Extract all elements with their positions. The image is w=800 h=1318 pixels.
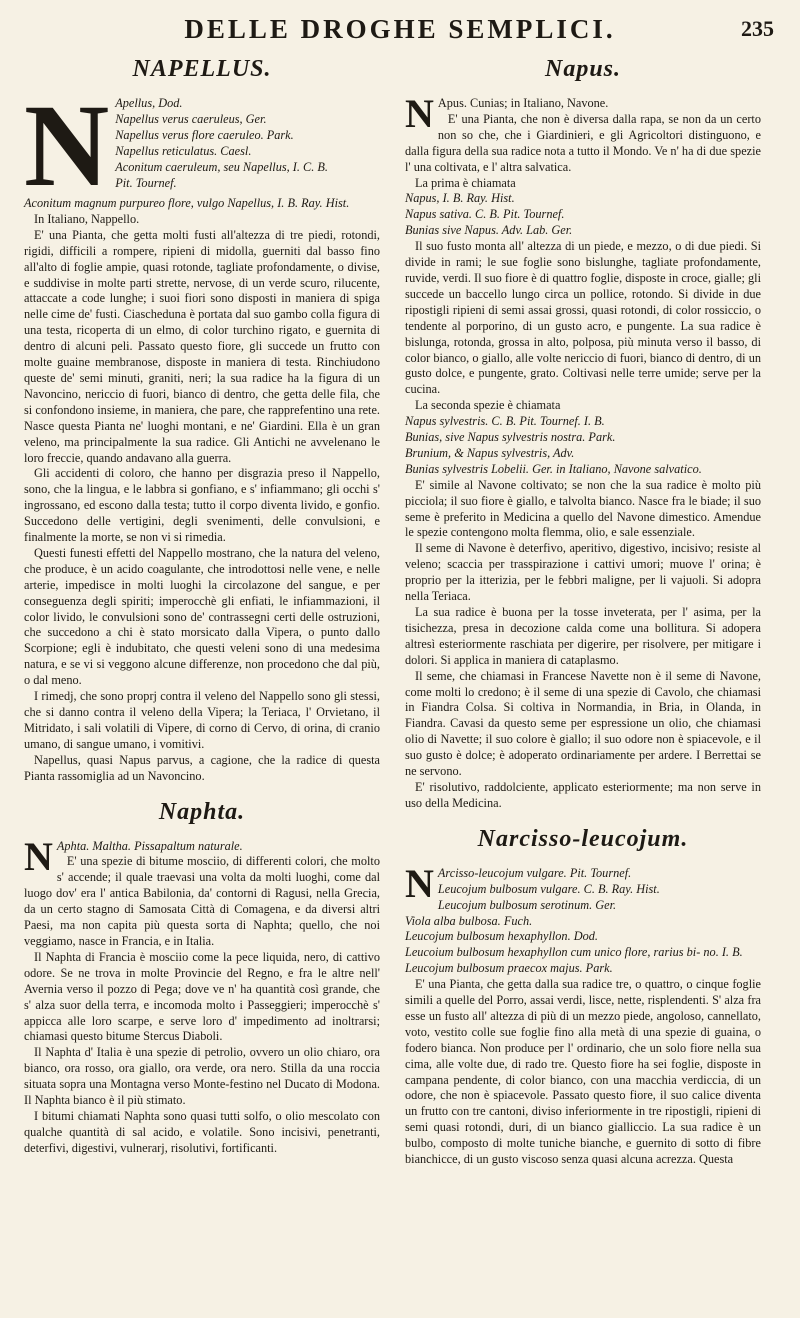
running-head — [0, 14, 800, 48]
paragraph: Il Naphta di Francia è mosciio come la pece liquida, nero, di cattivo odore. Se ne trova in molte Provincie del Regno, e fra le altre nell' Avernia verso il pozzo di Pega; dove ve n' ha quantità così grande, che s' alza suor della terra, e incomoda molto i Passeggieri; imperocchè s' appicca alle loro scarpe, e serve loro d' impedimento ad inoltrarsi; chiamasi questo bitume Stercus Diaboli. — [24, 949, 380, 1044]
synonym-line: Leucojum bulbosum hexaphyllon. Dod. — [405, 929, 598, 944]
dropcap-napus: N — [405, 91, 434, 136]
synonym-line: Leucojum bulbosum serotinum. Ger. — [437, 897, 617, 912]
synonym-line: Napellus reticulatus. Caesl. — [115, 143, 252, 158]
synonym-line: Leucoium bulbosum hexaphyllon cum unico flore, rarius bi- no. I. B. — [405, 945, 743, 960]
synonym-line: Napellus verus caeruleus, Ger. — [115, 111, 267, 126]
dropcap-naphta: N — [24, 833, 53, 879]
paragraph: E' una Pianta, che non è diversa dalla rapa, se non da un certo non so che, che i Giardinieri, e gli Agricoltori distinguono, e dalla figura della sua radice nota a tutto il Mondo. Ve n' ha di due spezie l' una coltivata, e l' altra salvatica. — [405, 111, 761, 174]
synonym-line: Leucojum bulbosum praecox majus. Park. — [405, 961, 613, 976]
synonym-line: Apellus, Dod. — [115, 96, 183, 110]
paragraph: Napellus, quasi Napus parvus, a cagione, che la radice di questa Pianta rassomiglia ad un Navoncino. — [24, 752, 380, 783]
synonym-line: Aconitum magnum purpureo flore, vulgo Napellus, I. B. Ray. Hist. — [24, 196, 350, 210]
paragraph: E' una Pianta, che getta dalla sua radice tre, o quattro, o cinque foglie simili a quelle del Porro, assai verdi, lisce, nette, risplendenti. S' alza fra esse un fusto all' altezza di più di un mezzo piede, angoloso, cannellato, voto, vestito colle sue foglie fino alla metà di una spezie di guaina, o fodero bianca. Non produce per l' ordinario, che un solo fiore nella sua cima, alle volte due, di rado tre. Questo fiore ha sei foglie, disposte in campana pendente, di color bianco, con una macchia verdiccia, di un odore, che non è spiacevole. Passato questo fiore, il suo calice diventa un frutto con tre cantoni, diviso inferiormente in tre ripostigli, ripieni di semi quasi rotondi, duri, di un bianco gialliccio. La sua radice è un bulbo, composto di molte tuniche bianche, e guernito di sotto di fibre bianchicce, di un gusto viscoso senza quasi alcuna acrezza. Questa — [405, 977, 761, 1167]
synonym-line: Pit. Tournef. — [115, 175, 177, 190]
synonym-line: Napus sylvestris. C. B. Pit. Tournef. I. B. — [405, 414, 605, 429]
paragraph: Questi funesti effetti del Nappello mostrano, che la natura del veleno, che produce, è un acido coagulante, che introdottosi nelle vene, e nelle arterie, impedisce in molti luoghi la circolazone del sangue, e per conseguenza degli spiriti; imperocchè gli enfiati, le infiammazioni, il color livido, le convulsioni sono de' contrassegni certi delle ostruzioni, che succedono a chi è stato morsicato dalla Vipera, o punto dallo Scorpione; egli è indubitato, che questi veleni sono di una medesima natura, e se vi si veggono alcune differenze, non procedono che dal più, o dal meno. — [24, 545, 380, 688]
paragraph: Apus. Cunias; in Italiano, Navone. — [437, 96, 609, 110]
paragraph: La sua radice è buona per la tosse inveterata, per l' asima, per la tisichezza, presa in decozione calda come una bollitura. Si adopera altresì esteriormente raschiata per digerire, per risolvere, per mitigare i dolori. Si applica in maniera di cataplasmo. — [405, 605, 761, 667]
synonym-line: Leucojum bulbosum vulgare. C. B. Ray. Hist. — [437, 881, 660, 896]
synonym-line: Napus sativa. C. B. Pit. Tournef. — [405, 207, 565, 222]
synonym-line: Aconitum caeruleum, seu Napellus, I. C. B. — [115, 159, 328, 174]
synonym-line: Arcisso-leucojum vulgare. Pit. Tournef. — [437, 865, 632, 880]
paragraph: La prima è chiamata — [415, 175, 516, 190]
synonym-list-narcisso — [405, 860, 761, 977]
right-column — [405, 52, 761, 1168]
dropcap-narcisso: N — [405, 860, 434, 906]
entry-heading-napus: Napus. — [544, 56, 622, 82]
paragraph: Il suo fusto monta all' altezza di un piede, e mezzo, o di due piedi. Si divide in rami; le sue foglie sono bislunghe, tagliate profondamente, ruvide, verdi. Il suo fiore è di quattro foglie, disposte in croce, gialle; gli succede un baccello lungo circa un pollice, rotondo. Si divide in due ripostigli ripieni di semi assai grossi, quasi rotondi, di color rossiccio, o tendente al porporino, di un gusto acro, e pungente. La sua radice è bislunga, rotonda, grossa in alto, polposa, più minuta verso il basso, di color bianco, o giallo, alle volte nericcio di fuori, bianco di dentro, di un gusto dolce, e pungente, grato. Coltivasi nelle terre umide; serve per la cucina. — [405, 239, 761, 397]
paragraph: In Italiano, Nappello. — [34, 211, 140, 226]
synonym-line: Brunium, & Napus sylvestris, Adv. — [405, 445, 575, 460]
left-column — [24, 52, 380, 1157]
paragraph: La seconda spezie è chiamata — [415, 398, 561, 413]
synonym-line: Napellus verus flore caeruleo. Park. — [115, 127, 294, 142]
synonym-line: Bunias sylvestris Lobelii. Ger. in Italiano, Navone salvatico. — [405, 461, 702, 476]
synonym-line: Bunias sive Napus. Adv. Lab. Ger. — [405, 223, 573, 238]
synonym-line: Viola alba bulbosa. Fuch. — [405, 913, 533, 928]
paragraph: Il seme di Navone è deterfivo, aperitivo, digestivo, incisivo; resiste al veleno; scaccia per trasspirazione i cattivi umori; muove l' orina; è proprio per la itterizia, per le febbri maligne, per li vajuoli. Si adopra nella Teriaca. — [405, 541, 761, 604]
paragraph: Gli accidenti di coloro, che hanno per disgrazia preso il Nappello, sono, che la lingua, e le labbra si gonfiano, e s' infiammano; gli occhi s' ingrossano, ed escono dalla testa; tutto il corpo diventa livido, e gonfio. Succedono delle vertigini, degli svenimenti, delle convulsioni, e finalmente la morte, se non vi si rimedia. — [24, 466, 380, 545]
paragraph: E' risolutivo, raddolciente, applicato esteriormente; ma non serve in uso della Medicina. — [405, 779, 761, 810]
paragraph: Il Naphta d' Italia è una spezie di petrolio, ovvero un olio chiaro, ora bianco, ora rosso, ora giallo, ora verde, ora nero. Stilla da una roccia situata sopra una Montagna verso Monte-festino nel Ducato di Modona. Il Naphta bianco è il più stimato. — [24, 1045, 380, 1108]
paragraph: E' una spezie di bitume mosciio, di differenti colori, che molto s' accende; il quale traevasi una volta da molti luoghi, come dal luogo dov' era l' antica Babilonia, da' contorni di Ragusi, nella Grecia, da un certo stagno di Samosata Città di Comagena, e da diversi altri Paesi, ma non capita più questa sorta di Naphta; quello, che noi veggiamo, nasce in Francia, e in Italia. — [24, 854, 380, 948]
entry-heading-naphta: Naphta. — [158, 798, 246, 825]
paragraph: E' una Pianta, che getta molti fusti all'altezza di tre piedi, rotondi, rigidi, difficili a rompere, ripieni di midolla, guerniti dal basso fino all'alto di foglie ampie, quasi rotonde, tagliate profondamente, o divise, e suddivise in molte parti strette, nervose, di un verde scuro, rilucente, attaccate a code lunghe; i suoi fiori sono disposti in maniera di spiga nelle cime de' fusti. Ciascheduna è portata dal suo gambo colla figura di una testa, ricoperta di un elmo, di color turchino rigato, e guernita di dentro di alcuni peli. Passato questo fiore, gli succede un frutto con molte guaine membranose, disposte in maniera di testa. Rinchiudono queste de' semi minuti, graniti, neri; la sua radice ha la figura di un Navoncino, nericcio di fuori, bianco di dentro, che getta delle fila, che si confondono insieme, in maniera, che pare, che rapprefentino una rete. Nasce questa Pianta ne' luoghi montani, e ne' Giardini. Ella è un gran veleno, ma principalmente la sua radice. Gli Antichi ne avvelenano le loro freccie, quando andavano alla guerra. — [24, 227, 380, 465]
synonym-line: Aphta. Maltha. Pissapaltum naturale. — [56, 838, 243, 853]
running-title: DELLE DROGHE SEMPLICI. — [184, 14, 616, 44]
paragraph: Il seme, che chiamasi in Francese Navette non è il seme di Navone, come molti lo credono; è il seme di una spezie di Cavolo, che chiamasi in Fiandra Colsa. Si coltiva in Normandia, in Bria, in Olanda, in Fiandra. Cavasi da questo seme per espressione un olio, che chiamasi olio di Navette; il suo colore è giallo; il suo odore non è spiacevole, e il suo gusto è dolce; è adoperato ordinariamente per ardere. I Berrettai se ne servono. — [405, 668, 761, 779]
paragraph: I bitumi chiamati Naphta sono quasi tutti solfo, o olio mescolato con qualche quantità di sal acido, e volatile. Sono incisivi, penetranti, deterfivi, digestivi, vulnerarj, risolutivi, fortificanti. — [24, 1108, 380, 1155]
page-number: 235 — [741, 16, 774, 41]
paragraph: I rimedj, che sono proprj contra il veleno del Nappello sono gli stessi, che si danno contra il veleno della Vipera; la Teriaca, l' Orvietano, il Mitridato, i sali volatili di Vipere, di corno di Cervo, di orina, di cranio umano, di sangue umano, i vomitivi. — [24, 689, 380, 751]
entry-heading-narcisso-leucojum: Narcisso-leucojum. — [477, 825, 689, 852]
dropcap-napellus: N — [24, 80, 110, 211]
paragraph: E' simile al Navone coltivato; se non che la sua radice è molto più picciola; il suo fiore è giallo, e talvolta bianco. Nasce fra le biade; il suo seme è preferito in Medicina a quello del Navone dimestico. Amendue le spezie contengono molta flemma, olio, e sale essenziale. — [405, 477, 761, 540]
synonym-line: Bunias, sive Napus sylvestris nostra. Park. — [405, 430, 616, 445]
entry-heading-napellus: NAPELLUS. — [132, 56, 272, 82]
synonym-line: Napus, I. B. Ray. Hist. — [405, 191, 515, 206]
